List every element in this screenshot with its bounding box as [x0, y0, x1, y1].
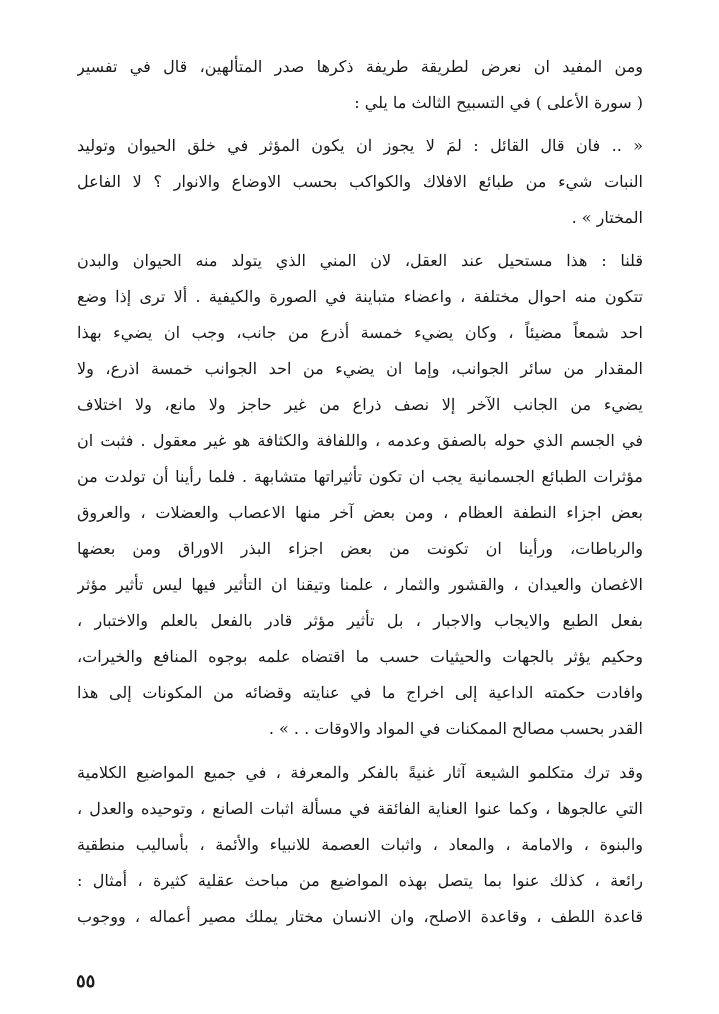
- text-line: رائعة ، كذلك عنوا بما يتصل بهذه المواضيع من مباحث عقلية كثيرة ، أمثال :: [77, 871, 643, 890]
- text-line: وافادت حكمته الداعية إلى اخراج ما في عنايته وقضائه من المكونات إلى هذا: [77, 683, 643, 702]
- text-line: قاعدة اللطف ، وقاعدة الاصلح، وان الانسان مختار يملك مصير أعماله ، ووجوب: [77, 907, 643, 926]
- text-line: في الجسم الذي حوله بالصفق وعدمه ، واللفافة والكثافة هو غير معقول . فثبت ان: [77, 431, 643, 450]
- text-line: المقدار من سائر الجوانب، وإما ان يضيء من احد الجوانب خمسة اذرع، ولا: [77, 359, 643, 378]
- text-line: قلنا : هذا مستحيل عند العقل، لان المني الذي يتولد منه الحيوان والبدن: [77, 251, 643, 270]
- text-line: مؤثرات الطبائع الجسمانية يجب ان تكون تأثيراتها متشابهة . فلما رأينا أن تولدت من: [77, 467, 643, 486]
- text-line: بفعل الطبع والايجاب والاجبار ، بل تأثير مؤثر قادر بالفعل بالعلم والاختبار ،: [77, 611, 643, 630]
- text-line: وقد ترك متكلمو الشيعة آثار غنيةً بالفكر والمعرفة ، في جميع المواضيع الكلامية: [77, 763, 643, 782]
- text-line: والبنوة ، والامامة ، والمعاد ، واثبات العصمة للانبياء والأئمة ، بأساليب منطقية: [77, 835, 643, 854]
- text-line: ومن المفيد ان نعرض لطريقة طريفة ذكرها صدر المتألهين، قال في تفسير: [77, 57, 643, 76]
- text-line: النبات شيء من طبائع الافلاك والكواكب بحسب الاوضاع والانوار ؟ لا الفاعل: [77, 172, 643, 191]
- text-line: الاغصان والعيدان ، والقشور والثمار ، علمنا وتيقنا ان التأثير فيها ليس تأثير مؤثر: [77, 575, 643, 594]
- text-line: « .. فان قال القائل : لمَ لا يجوز ان يكون المؤثر في خلق الحيوان وتوليد: [77, 136, 643, 155]
- page-number: ٥٥: [76, 971, 96, 992]
- text-line: المختار » .: [571, 208, 643, 227]
- text-line: والرباطات، ورأينا ان تكونت من بعض اجزاء البذر الاوراق ومن بعضها: [77, 539, 643, 558]
- text-line: يضيء من الجانب الآخر إلا نصف ذراع من غير حاجز ولا مانع، ولا اختلاف: [77, 395, 643, 414]
- text-line: القدر بحسب مصالح الممكنات في المواد والاوقات . . » .: [268, 719, 643, 738]
- text-line: احد شمعاً مضيئاً ، وكان يضيء خمسة أذرع من جانب، وجب ان يضيء بهذا: [77, 323, 643, 342]
- text-line: ( سورة الأعلى ) في التسبيح الثالث ما يلي :: [354, 93, 643, 112]
- text-line: التي عالجوها ، وكما عنوا العناية الفائقة في مسألة اثبات الصانع ، وتوحيده والعدل ،: [77, 799, 643, 818]
- text-line: بعض اجزاء النطفة العظام ، ومن بعض آخر منها الاعصاب والعضلات ، والعروق: [77, 503, 643, 522]
- text-line: وحكيم يؤثر بالجهات والحيثيات حسب ما اقتضاه علمه بوجوه المنافع والخيرات،: [77, 647, 643, 666]
- text-line: تتكون منه احوال مختلفة ، واعضاء متباينة في الصورة والكيفية . ألا ترى إذا وضع: [77, 287, 643, 306]
